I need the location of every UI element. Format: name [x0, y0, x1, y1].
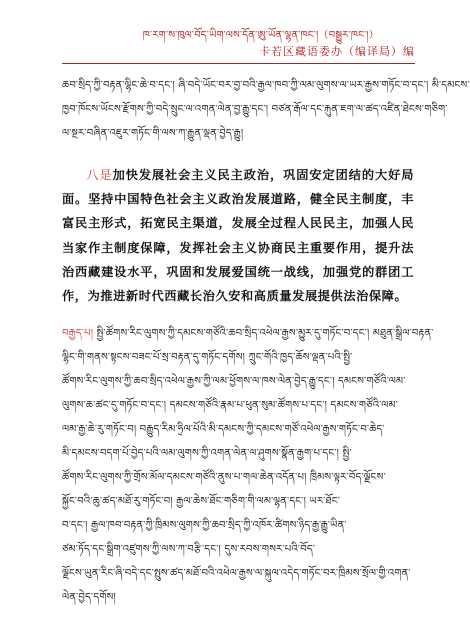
intro-tibetan-paragraph — [62, 74, 470, 146]
tibetan-line: ཁྱབ་ཁོངས་ཡོངས་རྫོགས་ཀྱི་བདེ་སྲུང་ལ་འགན་ལེན་བྱ་རྒྱུ་དང་། བཙན་རྒོལ་དང་རྐུན་ཇག་ལ་ཚད་འཛིན་ཐེངས་གཅིག་ — [62, 104, 448, 115]
tibetan-line: ལ་སྔར་བཞིན་འཇུར་གཏོང་གི་ལས་ཀ་རྒྱུན་ལྡན་བྱེད་རྒྱུ། — [62, 128, 244, 139]
tibetan-line: ལྗོངས་ཡུན་རིང་ཞི་བདེ་དང་སྤུས་ཚད་མཐོ་བའི་འཕེལ་རྒྱས་ལ་སྐུལ་འདེད་གཏོང་བར་ཁྲིམས་སྲོལ་གྱི་འགན་ — [62, 568, 411, 579]
point8-label: 八是 — [86, 168, 113, 182]
tibetan-line: ལྷིང་གི་གནས་སྟངས་བཟང་པོ་སྲ་བརྟན་དུ་གཏོང་དགོས། ཀྲུང་གོའི་ཁྱད་ཆོས་ལྡན་པའི་སྤྱི་ — [62, 352, 353, 363]
point8-chinese-paragraph — [62, 163, 414, 308]
tibetan-line: ལུགས་ཆ་ཚང་དུ་གཏོང་བ་དང་། དམངས་གཙོའི་རྣམ་པ་ཕུན་སུམ་ཚོགས་པ་དང་། དམངས་གཙོའི་ལམ་ — [62, 400, 398, 411]
tibetan-line: བརྒྱད་པ། སྤྱི་ཚོགས་རིང་ལུགས་ཀྱི་དམངས་གཙོའི་ཆབ་སྲིད་འཕེལ་རྒྱས་མྱུར་དུ་གཏོང་བ་དང་། མཐུན་སྒྲིལ་བརྟན་ — [62, 328, 434, 339]
tibetan-line: སྐྱོང་བའི་ཆུ་ཚད་མཐོ་རུ་གཏོང་བ། རྒྱལ་ཆེས་ཐོང་གཅིག་གི་ལམ་ལྷན་དང་། ཡར་ཐོང་ — [62, 496, 341, 507]
tibetan-line: ལམ་རྒྱ་ཆེ་རུ་གཏོང་བ། བརྒྱུད་རིམ་ཧྲིལ་པོའི་མི་དམངས་ཀྱི་དམངས་གཙོ་འཕེལ་རྒྱས་གཏོང་བ་ཆེད་ — [62, 424, 385, 435]
header-divider — [62, 63, 415, 64]
point8-tibetan-label: བརྒྱད་པ། — [62, 328, 94, 339]
point8-tibetan-paragraph — [62, 322, 434, 610]
tibetan-line: མི་དམངས་བདག་པོ་བྱེད་པའི་ལམ་ལུགས་ཀྱི་འགན་ལེན་ལ་ཤུགས་སྣོན་རྒྱག་པ་དང་། སྤྱི་ — [62, 448, 352, 459]
tibetan-line: བ་དང་། རྒྱལ་ཁབ་བརྟན་ཀྱི་ཁྲིམས་ལུགས་ཀྱི་ཆབ་སྲིད་ཀྱི་འཁོར་ཚིགས་ཉིད་རྒྱ་རྒྱུ་ཡིན་ — [62, 520, 347, 531]
header-chinese-title: 卡若区藏语委办（编译局）编 — [259, 45, 415, 58]
tibetan-line: ལེན་བྱེད་དགོས། — [62, 592, 116, 603]
tibetan-line: ཚོགས་རིང་ལུགས་ཀྱི་གྲོས་མོལ་དམངས་གཙོའི་ནུས་པ་གལ་ཆེན་འདོན་པ། ཁྲིམས་ལྟར་བོད་ལྗོངས་ — [62, 472, 386, 483]
tibetan-line: ཙམ་ཏོད་དང་སྒྲིག་འཛུགས་ཀྱི་ལས་ཀ་བརྩི་དང་། དུས་རབས་གསར་པའི་བོད་ — [62, 544, 316, 555]
point8-text: 加快发展社会主义民主政治，巩固安定团结的大好局面。坚持中国特色社会主义政治发展道路，健全民主制度，丰富民主形式，拓宽民主渠道，发展全过程人民民主，加强人民当家作主制度保障，发挥社会主义协商民主重要作用，提升法治西藏建设水平，巩固和发展爱国统一战线，加强党的群团工作，为推进新时代西藏长治久安和高质量发展提供法治保障。 — [62, 168, 414, 304]
header-tibetan-title: ཁ་རག་ས་ཁུལ་བོད་ཡིག་ལས་དོན་ཨུ་ཡོན་ལྷན་ཁང་།（བསྒྱུར་ཁང་།） — [142, 30, 379, 41]
tibetan-line: ཚོགས་རིང་ལུགས་ཀྱི་ཆབ་སྲིད་འཕེལ་རྒྱས་ཀྱི་ལམ་ཕྱོགས་ལ་ཁས་ལེན་བྱེད་རྒྱུ་དང་། དམངས་གཙོའི་ལམ་ — [62, 376, 406, 387]
tibetan-line: ཆབ་སྲིད་ཀྱི་བརྟན་ལྷིང་ཆེ་བ་དང་། ཞི་བདེ་ཡོང་བར་བྱ་བའི་རྒྱལ་ཁབ་ཀྱི་ལམ་ལུགས་ལ་ཡར་རྒྱས་གཏོང་བ་དང་། མི་དམངས་ — [62, 80, 470, 91]
